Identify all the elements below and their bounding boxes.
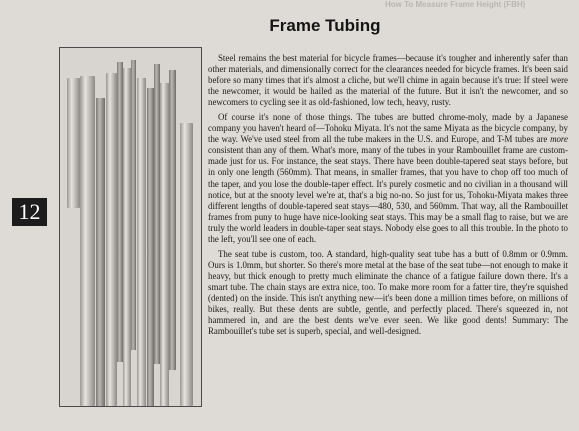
page-title: Frame Tubing xyxy=(269,16,381,35)
facing-page-header: How To Measure Frame Height (FBH) xyxy=(385,0,526,9)
paragraph-1 xyxy=(208,53,568,108)
paragraph-2-text-a: Of course it's none of those things. The tubes are butted chrome-moly, made by a Japanese company you haven't heard of—Tohoku Miyata. It's not the same Miyata as the bicycle company, by the way. We've used steel from all the tube makers in the U.S. and Europe, and T-M tubes are xyxy=(208,112,568,145)
chapter-number-tab: 12 xyxy=(12,198,47,226)
paragraph-2 xyxy=(208,112,568,245)
body-text xyxy=(208,53,568,341)
steel-tubes-photo xyxy=(59,47,202,407)
tube-group xyxy=(67,60,193,406)
tubes-illustration xyxy=(60,48,201,406)
paragraph-3-text: The seat tube is custom, too. A standard, high-quality seat tube has a butt of 0.8mm or 0.9mm. Ours is 1.0mm, but shorter. So there's more metal at the base of the seat tube—not enough to make it heavy, but thick enough to pretty much eliminate the chance of a fatigue failure down there. It's a smart tube. The chain stays are extra nice, too. To make more room for a fatter tire, they're squished (dented) on the inside. This isn't anything new—it's been done a million times before, on millions of bikes, really. But these dents are subtle, gentle, and perfectly placed. There's squeezed in, not hammered in, and are the best dents we've ever seen. We like good dents! Summary: The Rambouillet's tube set is superb, special, and well-designed. xyxy=(208,248,568,337)
paragraph-1-text: Steel remains the best material for bicycle frames—because it's tougher and inherently safer than other materials, and dimensionally correct for the clearances needed for bicycle frames. It's been said before so many times that it's almost a cliche, but we'll chime in again because it's true: If steel were the newcomer, it would be hailed as the material of the future. But it isn't the newcomer, and so newcomers to cycling see it as old-fashioned, low tech, heavy, rusty. xyxy=(208,53,568,108)
paragraph-2-emphasis: more xyxy=(550,134,568,145)
paragraph-3 xyxy=(208,249,568,337)
paragraph-2-text-b: consistent than any of them. What's more, many of the tubes in your Rambouillet frame are custom-made just for us. For instance, the seat stays. There have been double-tapered seat stays before, but in only one length (560mm). That means, in smaller frames, that you have to chop off too much of the taper, and you lose the double-taper effect. It's purely cosmetic and no civilian in a thousand will notice, but at the snooty level we're at, that's a big no-no. So just for us, Tohoku-Miyata makes three different lengths of double-tapered seat stays—480, 530, and 560mm. That way, all the Rambouillet frames from puny to huge have nice-looking seat stays. This may be a small flag to raise, but we are truly the world leaders in double-taper seat stays. Nobody else goes to all this trouble. In the photo to the left, you'll see one of each. xyxy=(208,145,568,244)
